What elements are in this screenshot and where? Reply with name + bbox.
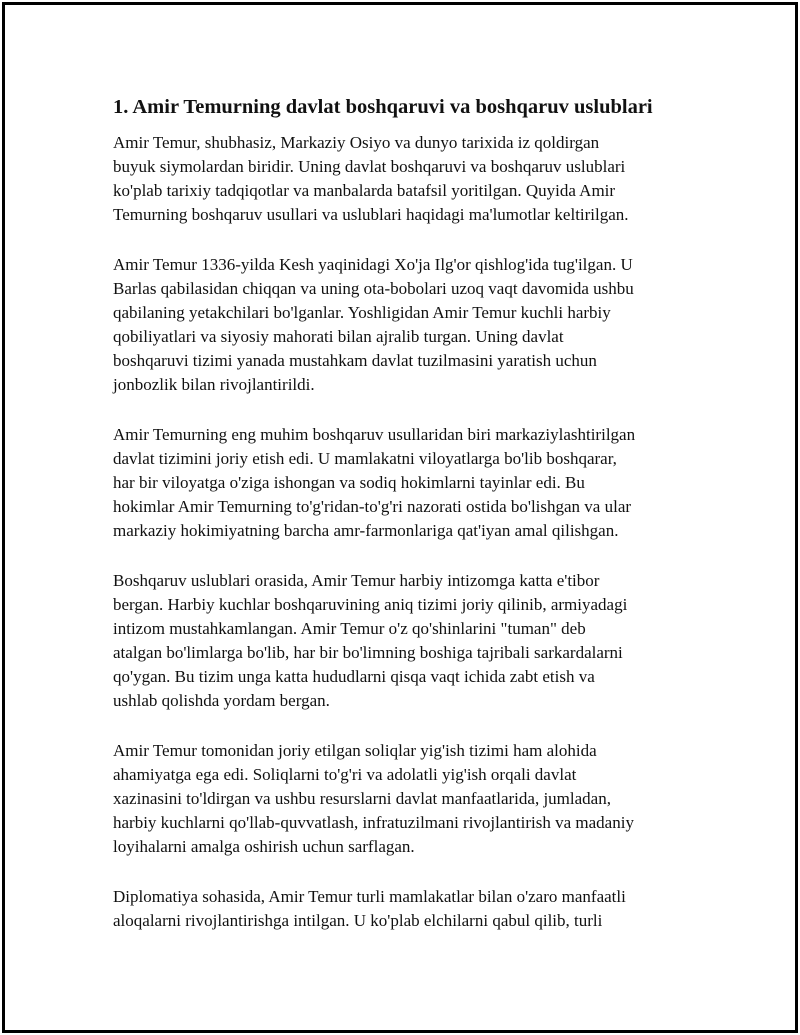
text-line: ahamiyatga ega edi. Soliqlarni to'g'ri va adolatli yig'ish orqali davlat <box>113 765 577 784</box>
text-line: aloqalarni rivojlantirishga intilgan. U ko'plab elchilarni qabul qilib, turli <box>113 911 603 930</box>
paragraph-3 <box>113 423 693 543</box>
text-line: atalgan bo'limlarga bo'lib, har bir bo'limning boshiga tajribali sarkardalarni <box>113 643 623 662</box>
text-line: Amir Temurning eng muhim boshqaruv usullaridan biri markaziylashtirilgan <box>113 425 636 444</box>
text-line: Boshqaruv uslublari orasida, Amir Temur harbiy intizomga katta e'tibor <box>113 571 600 590</box>
text-line: davlat tizimini joriy etish edi. U mamlakatni viloyatlarga bo'lib boshqarar, <box>113 449 617 468</box>
text-line: Temurning boshqaruv usullari va uslublari haqidagi ma'lumotlar keltirilgan. <box>113 205 629 224</box>
paragraph-1 <box>113 131 693 227</box>
text-line: qo'ygan. Bu tizim unga katta hududlarni qisqa vaqt ichida zabt etish va <box>113 667 595 686</box>
text-line: boshqaruvi tizimi yanada mustahkam davlat tuzilmasini yaratish uchun <box>113 351 597 370</box>
text-line: buyuk siymolardan biridir. Uning davlat boshqaruvi va boshqaruv uslublari <box>113 157 626 176</box>
text-line: jonbozlik bilan rivojlantirildi. <box>113 375 315 394</box>
document-title: 1. Amir Temurning davlat boshqaruvi va boshqaruv uslublari <box>113 96 653 118</box>
text-line: Diplomatiya sohasida, Amir Temur turli mamlakatlar bilan o'zaro manfaatli <box>113 887 626 906</box>
text-line: hokimlar Amir Temurning to'g'ridan-to'g'ri nazorati ostida bo'lishgan va ular <box>113 497 632 516</box>
text-line: bergan. Harbiy kuchlar boshqaruvining aniq tizimi joriy qilinib, armiyadagi <box>113 595 628 614</box>
text-line: Amir Temur tomonidan joriy etilgan soliqlar yig'ish tizimi ham alohida <box>113 741 597 760</box>
paragraph-4 <box>113 569 693 713</box>
text-line: ushlab qolishda yordam bergan. <box>113 691 330 710</box>
paragraph-5 <box>113 739 693 859</box>
text-line: har bir viloyatga o'ziga ishongan va sodiq hokimlarni tayinlar edi. Bu <box>113 473 585 492</box>
text-line: Amir Temur, shubhasiz, Markaziy Osiyo va dunyo tarixida iz qoldirgan <box>113 133 600 152</box>
text-line: loyihalarni amalga oshirish uchun sarflagan. <box>113 837 415 856</box>
paragraph-2 <box>113 253 693 397</box>
text-line: Barlas qabilasidan chiqqan va uning ota-bobolari uzoq vaqt davomida ushbu <box>113 279 634 298</box>
text-line: intizom mustahkamlangan. Amir Temur o'z qo'shinlarini "tuman" deb <box>113 619 586 638</box>
text-line: markaziy hokimiyatning barcha amr-farmonlariga qat'iyan amal qilishgan. <box>113 521 619 540</box>
text-line: ko'plab tarixiy tadqiqotlar va manbalarda batafsil yoritilgan. Quyida Amir <box>113 181 616 200</box>
paragraph-6 <box>113 885 693 933</box>
text-line: qobiliyatlari va siyosiy mahorati bilan ajralib turgan. Uning davlat <box>113 327 564 346</box>
text-line: qabilaning yetakchilari bo'lganlar. Yoshligidan Amir Temur kuchli harbiy <box>113 303 611 322</box>
document-body <box>113 92 693 959</box>
text-line: harbiy kuchlarni qo'llab-quvvatlash, infratuzilmani rivojlantirish va madaniy <box>113 813 634 832</box>
text-line: Amir Temur 1336-yilda Kesh yaqinidagi Xo'ja Ilg'or qishlog'ida tug'ilgan. U <box>113 255 633 274</box>
text-line: xazinasini to'ldirgan va ushbu resurslarni davlat manfaatlarida, jumladan, <box>113 789 611 808</box>
